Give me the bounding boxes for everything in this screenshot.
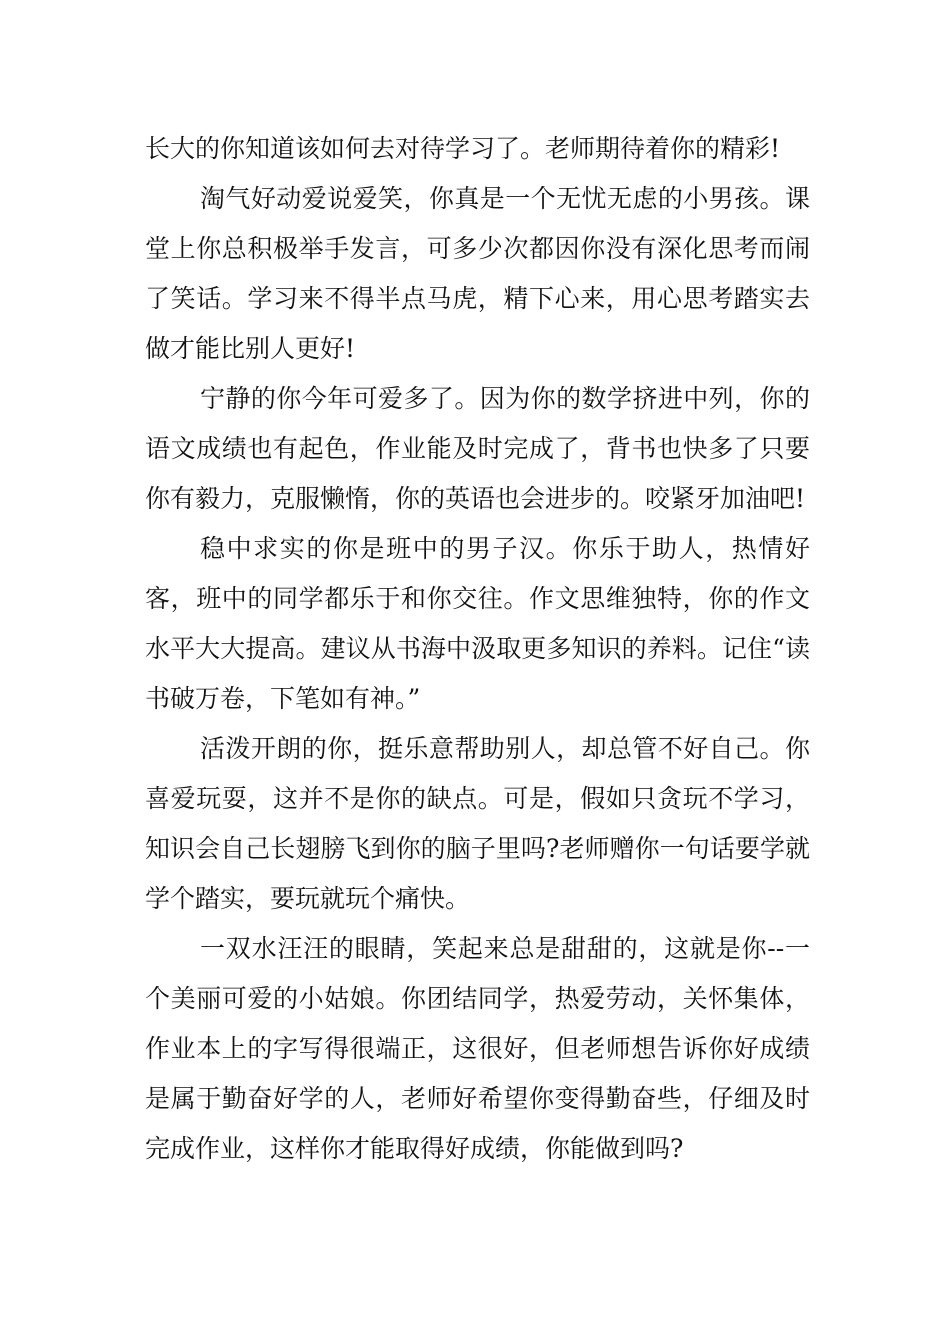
paragraph-3: 宁静的你今年可爱多了。因为你的数学挤进中列，你的语文成绩也有起色，作业能及时完成了，背书也快多了只要你有毅力，克服懒惰，你的英语也会进步的。咬紧牙加油吧! [145, 384, 810, 513]
paragraph-2: 淘气好动爱说爱笑，你真是一个无忧无虑的小男孩。课堂上你总积极举手发言，可多少次都因你没有深化思考而闹了笑话。学习来不得半点马虎，精下心来，用心思考踏实去做才能比别人更好! [145, 184, 810, 363]
paragraph-6: 一双水汪汪的眼睛，笑起来总是甜甜的，这就是你--一个美丽可爱的小姑娘。你团结同学，热爱劳动，关怀集体，作业本上的字写得很端正，这很好，但老师想告诉你好成绩是属于勤奋好学的人，老师好希望你变得勤奋些，仔细及时完成作业，这样你才能取得好成绩，你能做到吗? [145, 934, 810, 1163]
document-body [145, 124, 810, 1174]
paragraph-4: 稳中求实的你是班中的男子汉。你乐于助人，热情好客，班中的同学都乐于和你交往。作文思维独特，你的作文水平大大提高。建议从书海中汲取更多知识的养料。记住“读书破万卷，下笔如有神。” [145, 534, 810, 713]
paragraph-1: 长大的你知道该如何去对待学习了。老师期待着你的精彩! [145, 134, 781, 163]
paragraph-5: 活泼开朗的你，挺乐意帮助别人，却总管不好自己。你喜爱玩耍，这并不是你的缺点。可是，假如只贪玩不学习，知识会自己长翅膀飞到你的脑子里吗?老师赠你一句话要学就学个踏实，要玩就玩个痛快。 [145, 734, 810, 913]
